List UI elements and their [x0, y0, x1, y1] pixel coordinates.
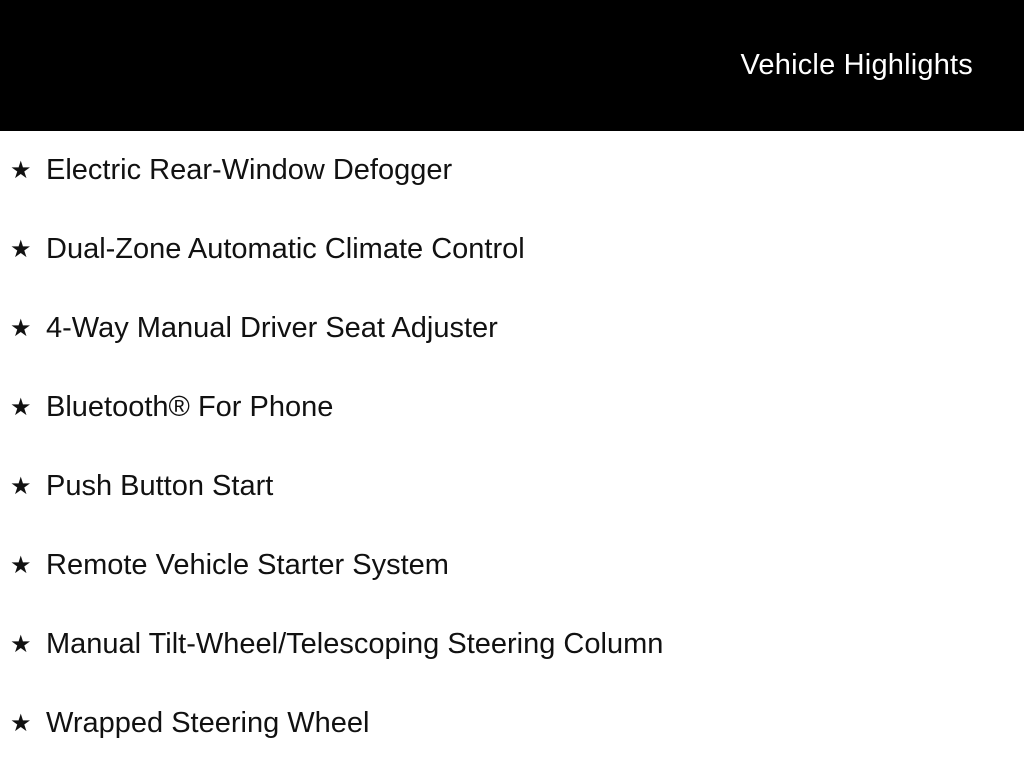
- list-item: [0, 447, 1024, 526]
- list-item: [0, 210, 1024, 289]
- list-item-label: Bluetooth® For Phone: [46, 390, 334, 423]
- list-item: [0, 526, 1024, 605]
- star-bullet-icon: ★: [10, 630, 32, 658]
- list-item-label: Electric Rear-Window Defogger: [46, 153, 453, 186]
- star-bullet-icon: ★: [10, 235, 32, 263]
- vehicle-highlights-list: [0, 131, 1024, 763]
- star-bullet-icon: ★: [10, 156, 32, 184]
- list-item-label: Dual-Zone Automatic Climate Control: [46, 232, 525, 265]
- list-item: [0, 368, 1024, 447]
- star-bullet-icon: ★: [10, 314, 32, 342]
- list-item: [0, 684, 1024, 763]
- list-item-label: Manual Tilt-Wheel/Telescoping Steering Column: [46, 627, 664, 660]
- list-item-label: 4-Way Manual Driver Seat Adjuster: [46, 311, 498, 344]
- header-bar: [0, 0, 1024, 131]
- list-item-label: Wrapped Steering Wheel: [46, 706, 370, 739]
- list-item: [0, 131, 1024, 210]
- list-item: [0, 289, 1024, 368]
- list-item: [0, 605, 1024, 684]
- star-bullet-icon: ★: [10, 551, 32, 579]
- list-item-label: Remote Vehicle Starter System: [46, 548, 449, 581]
- star-bullet-icon: ★: [10, 709, 32, 737]
- star-bullet-icon: ★: [10, 393, 32, 421]
- list-item-label: Push Button Start: [46, 469, 274, 502]
- page-title: Vehicle Highlights: [740, 49, 973, 81]
- star-bullet-icon: ★: [10, 472, 32, 500]
